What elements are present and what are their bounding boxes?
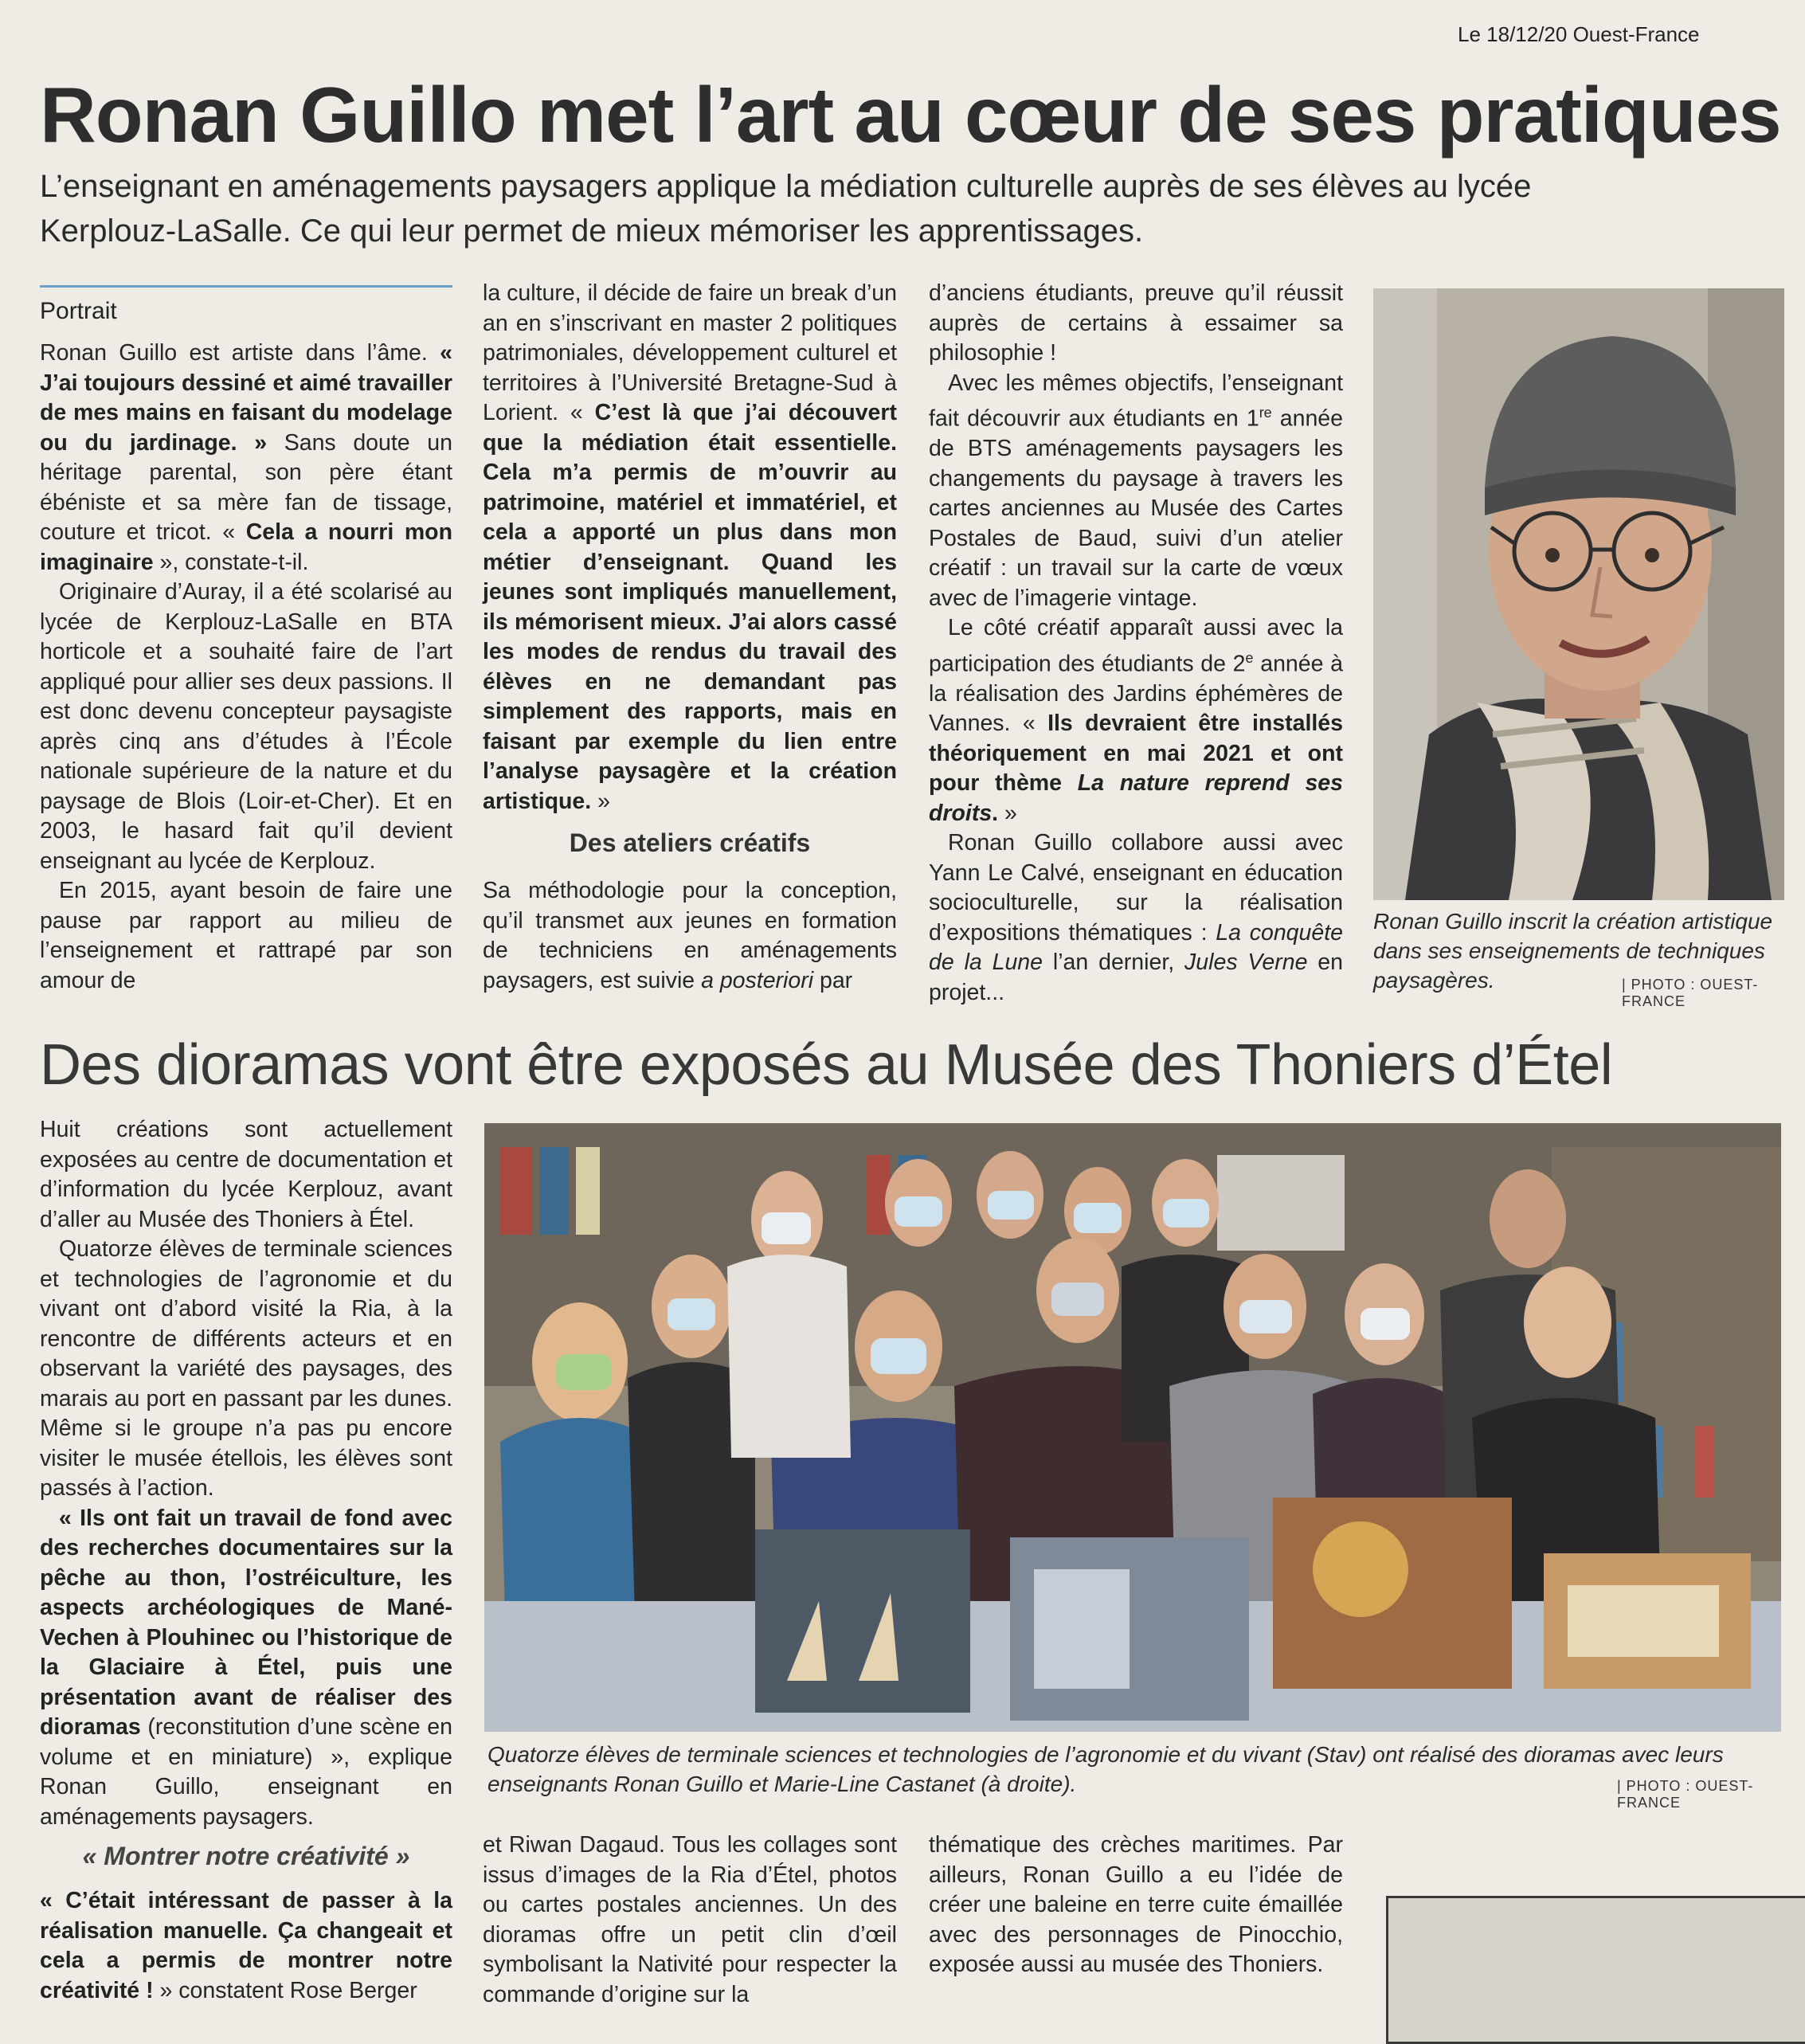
group-photo xyxy=(484,1123,1781,1732)
adjacent-advert-edge xyxy=(1386,1896,1805,2044)
article-standfirst: L’enseignant en aménagements paysagers applique la médiation culturelle auprès de ses élèves au lycée Kerplouz-LaSalle. Ce qui leur permet de mieux mémoriser les apprentissages. xyxy=(40,169,1532,249)
date-line: Le 18/12/20 Ouest-France xyxy=(1458,22,1700,46)
portrait-photo xyxy=(1373,288,1784,900)
rubric-label: Portrait xyxy=(40,298,117,324)
portrait-caption: Ronan Guillo inscrit la création artistique dans ses enseignements de techniques paysagères. xyxy=(1373,909,1773,993)
article2-intertitle: « Montrer notre créativité » xyxy=(82,1842,410,1870)
article2-headline: Des dioramas vont être exposés au Musée des Thoniers d’Étel xyxy=(40,1033,1613,1097)
article-column-2b: Sa méthodologie pour la conception, qu’il transmet aux jeunes en formation de techniciens en aménagements paysagers, est suivie a posteriori par xyxy=(483,878,897,993)
article-column-2: la culture, il décide de faire un break d’un an en s’inscrivant en master 2 politiques patrimoniales, développement culturel et territoires à l’Université Bretagne-Sud à Lorient. « C’est là que j’ai découvert que la médiation était essentielle. Cela m’a permis de m’ouvrir au patrimoine, matériel et immatériel, et cela a apporté un plus dans mon métier d’enseignant. Quand les jeunes sont impliqués manuellement, ils mémorisent mieux. J’ai alors cassé les modes de rendus du travail des élèves en ne demandant pas simplement des rapports, mais en faisant par exemple du lien entre l’analyse paysagère et la création artistique. » xyxy=(483,280,897,814)
article2-column-3: thématique des crèches maritimes. Par ailleurs, Ronan Guillo a eu l’idée de créer une baleine en terre cuite émaillée avec des personnages de Pinocchio, exposée aussi au musée des Thoniers. xyxy=(929,1832,1343,1977)
portrait-illustration xyxy=(1373,288,1784,900)
portrait-credit: | PHOTO : OUEST-FRANCE xyxy=(1622,977,1759,1009)
section-intertitle: Des ateliers créatifs xyxy=(569,828,811,857)
article-column-1: Ronan Guillo est artiste dans l’âme. « J’ai toujours dessiné et aimé travailler de mes mains en faisant du modelage ou du jardinage. » Sans doute un héritage parental, son père étant ébéniste et sa mère fan de tissage, couture et tricot. « Cela a nourri mon imaginaire », constate-t-il. Originaire d’Auray, il a été scolarisé au lycée de Kerplouz-LaSalle en BTA horticole et a souhaité faire de l’art appliqué pour allier ses deux passions. Il est donc devenu concepteur paysagiste après cinq ans d’études à l’École nationale supérieure de la nature et du paysage de Blois (Loir-et-Cher). Et en 2003, le hasard fait qu’il devient enseignant au lycée de Kerplouz. En 2015, ayant besoin de faire une pause par rapport au milieu de l’enseignement et rattrapé par son amour de xyxy=(40,340,452,993)
article-column-3: d’anciens étudiants, preuve qu’il réussit auprès de certains à essaimer sa philosophie ! Avec les mêmes objectifs, l’enseignant fait découvrir aux étudiants en 1re année de BTS aménagements paysagers les changements du paysage à travers les cartes anciennes au Musée des Cartes Postales de Baud, suivi d’un atelier créatif : un travail sur la carte de vœux avec de l’imagerie vintage. Le côté créatif apparaît aussi avec la participation des étudiants de 2e année à la réalisation des Jardins éphémères de Vannes. « Ils devraient être installés théoriquement en mai 2021 et ont pour thème La nature reprend ses droits. » Ronan Guillo collabore aussi avec Yann Le Calvé, enseignant en éducation socioculturelle, sur la réalisation d’expositions thématiques : La conquête de la Lune l’an dernier, Jules Verne en projet... xyxy=(929,280,1344,1005)
group-photo-credit: | PHOTO : OUEST-FRANCE xyxy=(1617,1778,1754,1811)
rubric-rule xyxy=(40,285,452,288)
group-photo-illustration xyxy=(484,1123,1781,1732)
article-headline: Ronan Guillo met l’art au cœur de ses pratiques xyxy=(40,71,1781,159)
article2-column-1b: « C’était intéressant de passer à la réalisation manuelle. Ça changeait et cela a permis de montrer notre créativité ! » constatent Rose Berger xyxy=(40,1888,452,2003)
article2-column-1: Huit créations sont actuellement exposées au centre de documentation et d’information du lycée Kerplouz, avant d’aller au Musée des Thoniers à Étel. Quatorze élèves de terminale sciences et technologies de l’agronomie et du vivant ont d’abord visité la Ria, à la rencontre de différents acteurs et en observant la variété des paysages, des marais au port en passant par les dunes. Même si le groupe n’a pas pu encore visiter le musée étellois, les élèves sont passés à l’action. « Ils ont fait un travail de fond avec des recherches documentaires sur la pêche au thon, l’ostréiculture, les aspects archéologiques de Mané-Vechen à Plouhinec ou l’historique de la Glaciaire à Étel, puis une présentation avant de réaliser des dioramas (reconstitution d’une scène en volume et en miniature) », explique Ronan Guillo, enseignant en aménagements paysagers. xyxy=(40,1117,452,1830)
group-photo-caption: Quatorze élèves de terminale sciences et technologies de l’agronomie et du vivant (Stav) ont réalisé des dioramas avec leurs enseignants Ronan Guillo et Marie-Line Castanet (à droite). xyxy=(487,1742,1724,1796)
article2-column-2: et Riwan Dagaud. Tous les collages sont issus d’images de la Ria d’Étel, photos ou cartes postales anciennes. Un des dioramas offre un petit clin d’œil symbolisant la Nativité pour respecter la commande d’origine sur la xyxy=(483,1832,897,2007)
